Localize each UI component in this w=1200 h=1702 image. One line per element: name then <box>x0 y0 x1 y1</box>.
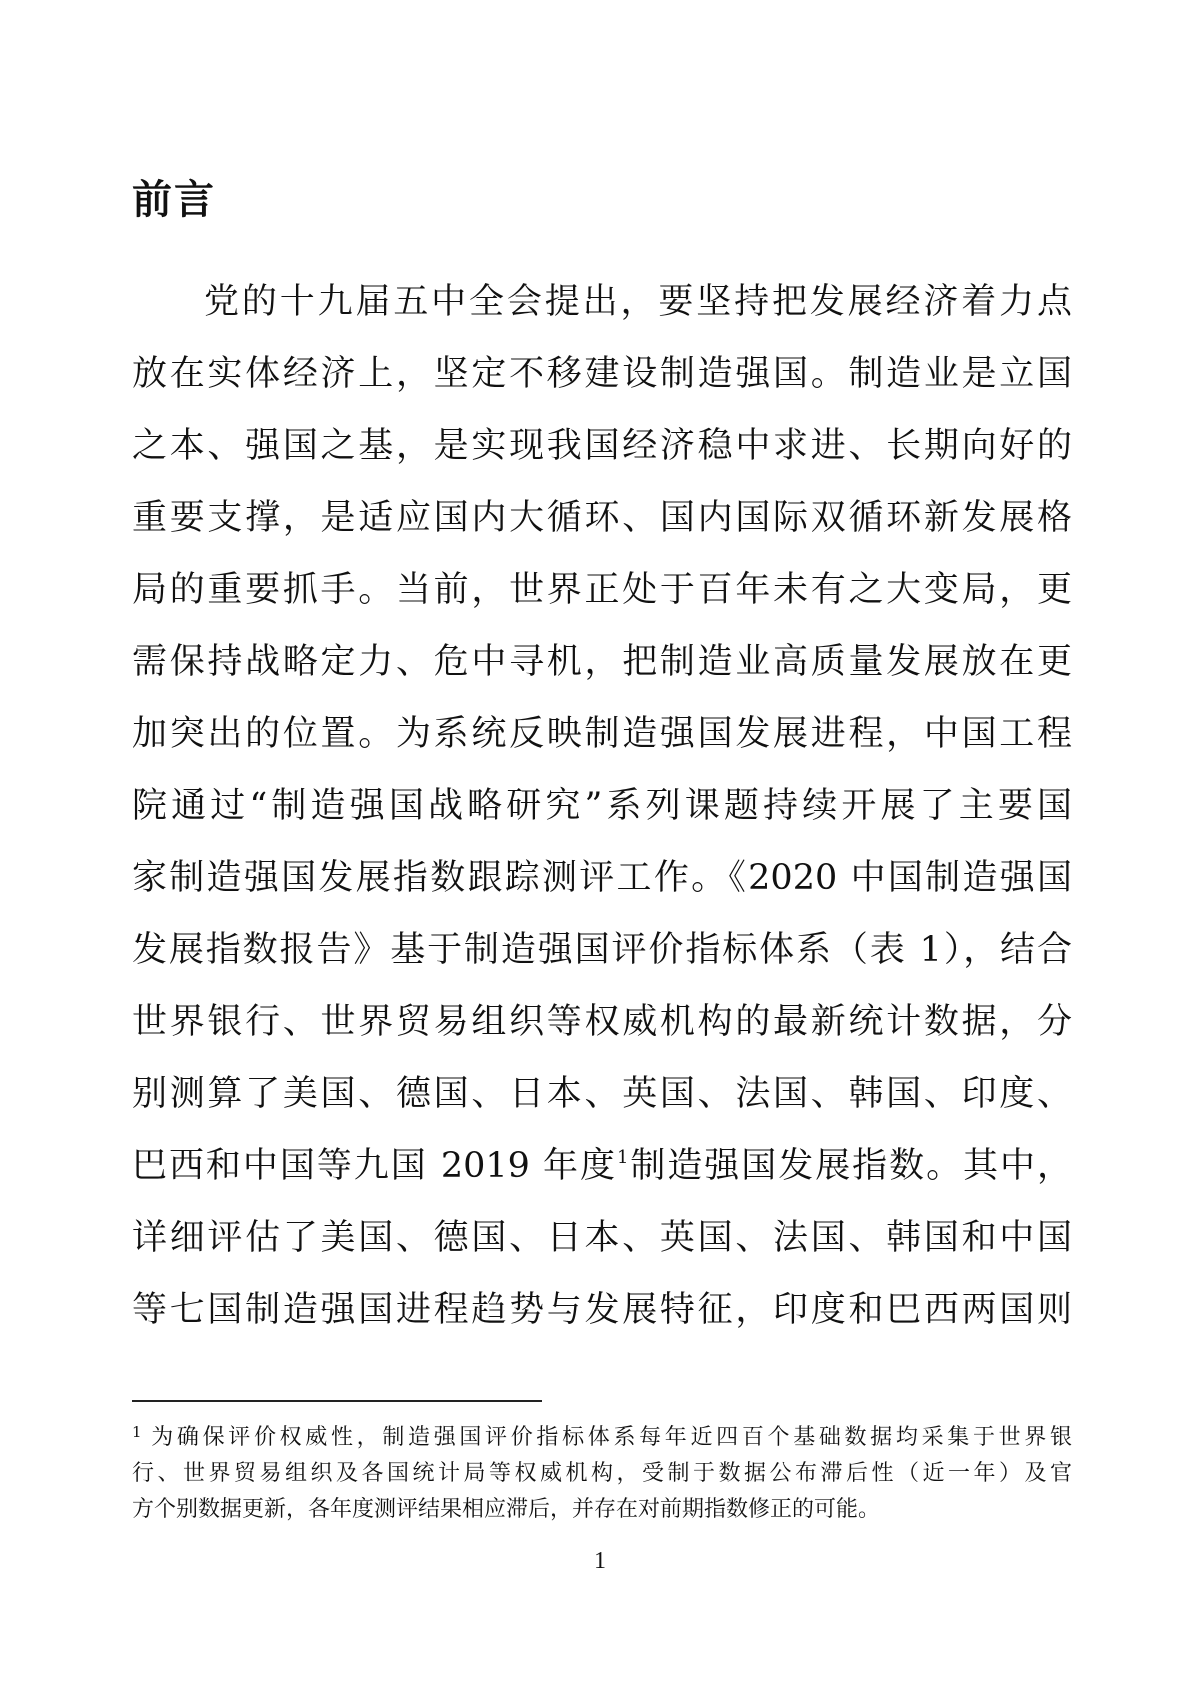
footnote <box>132 1414 1072 1528</box>
footnote-reference[interactable]: 1 <box>616 1147 629 1168</box>
paragraph-line: 需保持战略定力、危中寻机，把制造业高质量发展放在更 <box>132 642 1072 682</box>
footnote-line <box>132 1414 1072 1456</box>
paragraph-line: 放在实体经济上，坚定不移建设制造强国。制造业是立国 <box>132 354 1072 394</box>
paragraph-line: 世界银行、世界贸易组织等权威机构的最新统计数据，分 <box>132 1002 1072 1042</box>
footnote-line: 行、世界贸易组织及各国统计局等权威机构，受制于数据公布滞后性（近一年）及官 <box>132 1461 1072 1486</box>
body-paragraph <box>132 266 1072 1346</box>
page-number: 1 <box>594 1548 606 1574</box>
paragraph-line-part: 巴西和中国等九国 2019 年度 <box>132 1146 617 1186</box>
paragraph-line: 加突出的位置。为系统反映制造强国发展进程，中国工程 <box>132 714 1072 754</box>
paragraph-line: 党的十九届五中全会提出，要坚持把发展经济着力点 <box>204 282 1072 322</box>
paragraph-line: 等七国制造强国进程趋势与发展特征，印度和巴西两国则 <box>132 1290 1072 1330</box>
footnote-mark: 1 <box>132 1423 142 1441</box>
paragraph-line: 局的重要抓手。当前，世界正处于百年未有之大变局，更 <box>132 570 1072 610</box>
paragraph-line: 家制造强国发展指数跟踪测评工作。《2020 中国制造强国 <box>132 858 1072 898</box>
paragraph-line-with-footnote <box>132 1130 1072 1202</box>
paragraph-line: 别测算了美国、德国、日本、英国、法国、韩国、印度、 <box>132 1074 1072 1114</box>
paragraph-line: 重要支撑，是适应国内大循环、国内国际双循环新发展格 <box>132 498 1072 538</box>
footnote-text: 为确保评价权威性，制造强国评价指标体系每年近四百个基础数据均采集于世界银 <box>147 1425 1072 1450</box>
paragraph-line-part: 制造强国发展指数。其中， <box>628 1146 1072 1186</box>
paragraph-line: 之本、强国之基，是实现我国经济稳中求进、长期向好的 <box>132 426 1072 466</box>
footnote-line: 方个别数据更新，各年度测评结果相应滞后，并存在对前期指数修正的可能。 <box>132 1497 881 1522</box>
paragraph-line: 详细评估了美国、德国、日本、英国、法国、韩国和中国 <box>132 1218 1072 1258</box>
footnote-divider <box>132 1400 542 1402</box>
paragraph-line: 院通过“制造强国战略研究”系列课题持续开展了主要国 <box>132 786 1072 826</box>
paragraph-line: 发展指数报告》基于制造强国评价指标体系（表 1），结合 <box>132 930 1072 970</box>
page-heading: 前言 <box>132 177 216 223</box>
